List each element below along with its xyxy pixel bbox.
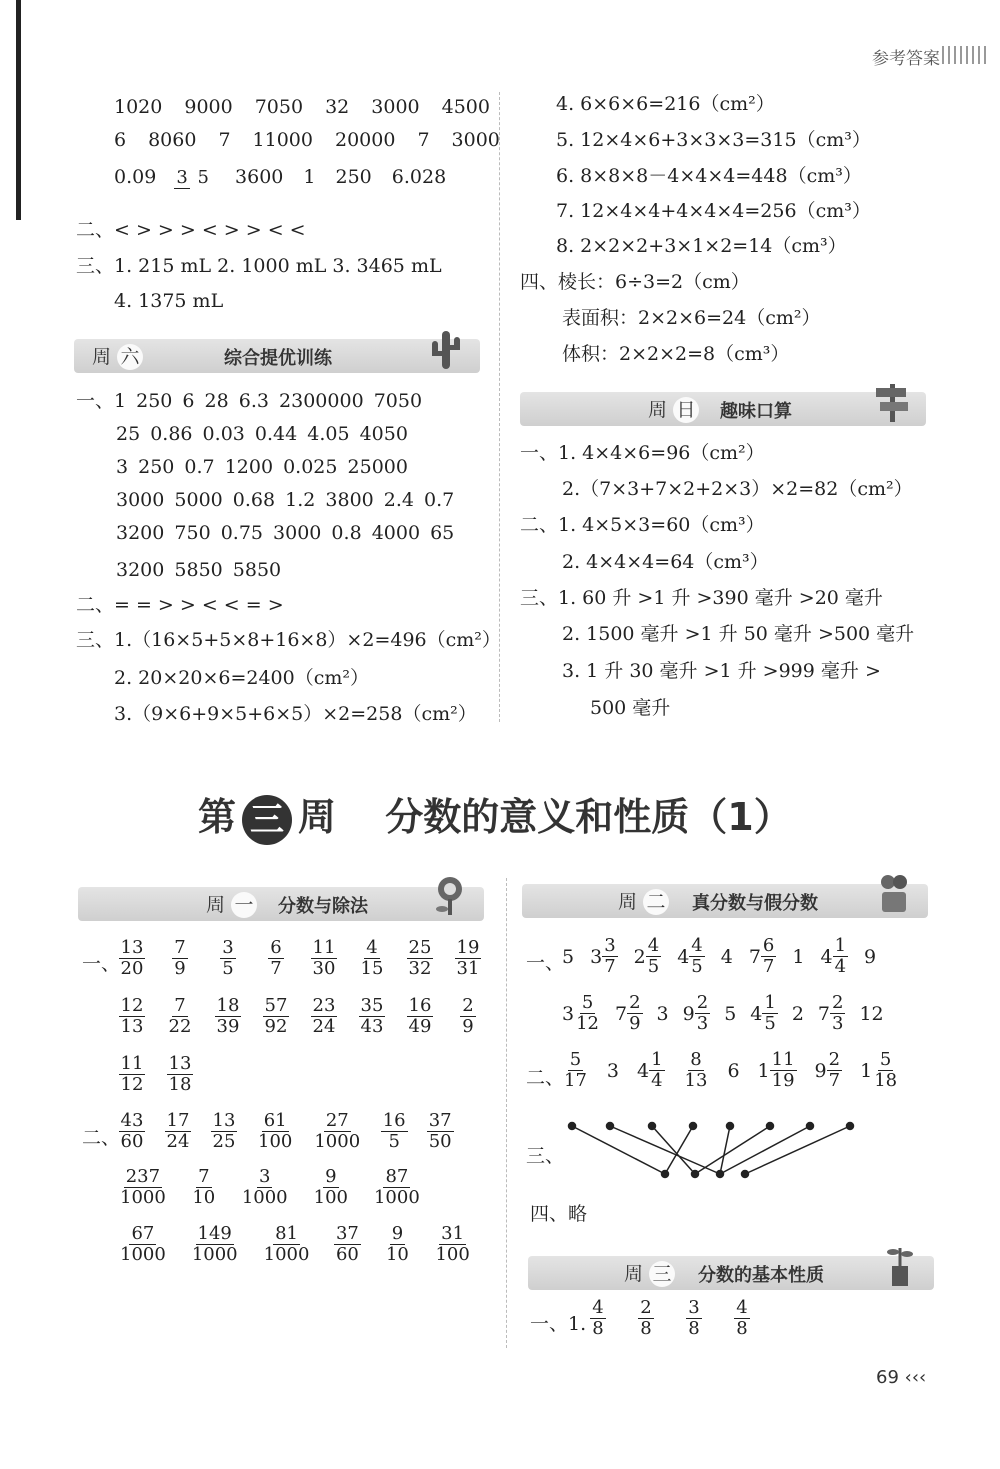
mixed-number: 7 $\frac{2}{9}$: [615, 992, 641, 1034]
fraction: $\frac{31}{100}$: [435, 1223, 470, 1265]
lt-row3-b: [235, 165, 466, 189]
lt-san1: 三、1. 215 mL 2. 1000 mL 3. 3465 mL: [76, 255, 442, 277]
value: 250: [335, 166, 372, 188]
fraction: $\frac{37}{50}$: [428, 1110, 452, 1152]
sun-y1: 一、1. 4×4×6=96（cm²）: [520, 442, 765, 464]
sat-s1: 三、1.（16×5+5×8+16×8）×2=496（cm²）: [76, 629, 501, 651]
fraction: $\frac{3}{1000}$: [241, 1166, 288, 1208]
fraction: $\frac{7}{9}$: [174, 937, 186, 979]
value: 6.028: [391, 166, 447, 188]
mixed-number: 3: [656, 1002, 669, 1025]
mixed-number: 9 $\frac{2}{3}$: [682, 992, 709, 1034]
value: 3600: [235, 166, 284, 188]
fraction: $\frac{16}{49}$: [408, 995, 432, 1037]
fraction: $\frac{5}{17}$: [564, 1049, 587, 1091]
tue-er-row1: [562, 1050, 917, 1091]
banner-wednesday-tag: 周 三: [624, 1259, 675, 1287]
fraction: $\frac{9}{10}$: [385, 1223, 409, 1265]
fraction: $\frac{2}{9}$: [629, 992, 641, 1034]
fraction: $\frac{4}{15}$: [360, 937, 384, 979]
header-title: 参考答案: [872, 49, 940, 69]
sat-er: 二、= = > > < < = >: [76, 594, 284, 616]
mixed-number: 3: [606, 1059, 619, 1082]
page-number: 69 ‹‹‹: [876, 1367, 927, 1388]
mixed-number: 4 $\frac{4}{5}$: [677, 935, 703, 977]
mixed-number: [562, 1050, 589, 1091]
fraction: $\frac{2}{9}$: [462, 995, 474, 1037]
banner-tuesday-tag: 周 二: [618, 887, 669, 915]
fraction: $\frac{13}{18}$: [168, 1053, 192, 1095]
column-divider-top: [499, 92, 500, 722]
mixed-number: [683, 1050, 710, 1091]
fraction: $\frac{4}{5}$: [691, 935, 703, 977]
fraction: $\frac{1}{4}$: [651, 1049, 663, 1091]
sun-s2: 2. 1500 毫升 >1 升 50 毫升 >500 毫升: [562, 623, 915, 645]
value: 7050: [254, 96, 304, 118]
fraction: $\frac{9}{100}$: [313, 1166, 348, 1208]
banner-sunday-tag: 周 日: [648, 395, 699, 423]
sat-s3: 3.（9×6+9×5+6×5）×2=258（cm²）: [114, 703, 477, 725]
sun-e1: 二、1. 4×5×3=60（cm³）: [520, 514, 765, 536]
fraction: $\frac{1}{4}$: [834, 935, 847, 977]
fraction: $\frac{35}{43}$: [360, 995, 384, 1037]
fraction: $\frac{2}{3}$: [696, 992, 709, 1034]
fraction: $\frac{4}{8}$: [592, 1297, 604, 1339]
banner-sunday-title: 趣味口算: [720, 401, 792, 422]
mixed-number: 7 $\frac{2}{3}$: [817, 992, 844, 1034]
mixed-number: 6: [727, 1059, 740, 1082]
sun-s4: 500 毫升: [590, 697, 671, 719]
fraction: $\frac{11}{19}$: [771, 1049, 795, 1091]
fraction: $\frac{12}{13}$: [120, 995, 144, 1037]
tue-si: 四、略: [530, 1203, 588, 1225]
sun-s3: 3. 1 升 30 毫升 >1 升 >999 毫升 >: [562, 660, 881, 682]
value: 6: [114, 129, 127, 151]
mon-er-row2: [118, 1167, 444, 1208]
value: 8060: [148, 129, 197, 151]
value: 4500: [441, 96, 490, 118]
lt-row3: [114, 165, 466, 189]
rt-si1: 四、棱长：6÷3=2（cm）: [520, 271, 750, 293]
mixed-number: 3 $\frac{3}{7}$: [590, 935, 616, 977]
mon-yi-row3: [118, 1054, 214, 1095]
fraction: $\frac{43}{60}$: [120, 1110, 144, 1152]
lt-row2: [114, 128, 522, 152]
fraction: $\frac{5}{18}$: [874, 1049, 898, 1091]
fraction: $\frac{81}{1000}$: [263, 1223, 310, 1265]
fraction: $\frac{1}{5}$: [764, 992, 776, 1034]
mixed-number: 1 $\frac{11}{19}$: [757, 1049, 795, 1091]
fraction: $\frac{25}{32}$: [408, 937, 432, 979]
value: 3000: [371, 96, 420, 118]
fraction: $\frac{8}{13}$: [684, 1049, 708, 1091]
cactus-icon: [426, 327, 466, 371]
banner-saturday: [74, 339, 480, 373]
mixed-number: 4: [720, 945, 733, 968]
rt-l6: 6. 8×8×8－4×4×4=448（cm³）: [556, 165, 862, 187]
fraction: $\frac{16}{5}$: [382, 1110, 406, 1152]
fraction: $\frac{11}{30}$: [312, 937, 336, 979]
header-dots: [942, 46, 987, 64]
column-divider-bottom: [506, 878, 507, 1348]
week-title: 分数的意义和性质（1）: [385, 795, 792, 839]
fraction: $\frac{4}{8}$: [736, 1297, 748, 1339]
value: 1: [303, 166, 316, 188]
fraction: $\frac{3}{5}$: [222, 937, 234, 979]
sat-r5: 3200 750 0.75 3000 0.8 4000 65: [116, 522, 455, 544]
fraction: $\frac{2}{8}$: [640, 1297, 652, 1339]
fraction: $\frac{7}{10}$: [192, 1166, 216, 1208]
tue-yi-row2: [562, 993, 898, 1034]
value: 11000: [252, 129, 313, 151]
mixed-number: 1 $\frac{5}{18}$: [860, 1049, 898, 1091]
fraction: $\frac{18}{39}$: [216, 995, 240, 1037]
lt-row3-a: 0.09: [114, 166, 157, 188]
mon-yi-label: 一、: [82, 953, 121, 975]
fraction: $\frac{23}{24}$: [312, 995, 336, 1037]
sat-r6: 3200 5850 5850: [116, 559, 282, 581]
mixed-number: 5: [724, 1002, 737, 1025]
mon-yi-row1: [118, 938, 502, 979]
sun-s1: 三、1. 60 升 >1 升 >390 毫升 >20 毫升: [520, 587, 883, 609]
sat-s2: 2. 20×20×6=2400（cm²）: [114, 667, 369, 689]
value: 1020: [114, 96, 163, 118]
left-edge-bar: [16, 0, 21, 220]
mixed-number: 9: [864, 945, 877, 968]
banner-wednesday-title: 分数的基本性质: [698, 1265, 824, 1286]
value: 7: [417, 129, 430, 151]
wed-fracs: [584, 1298, 776, 1339]
mixed-number: 2 $\frac{4}{5}$: [633, 935, 660, 977]
value: 3000: [451, 129, 500, 151]
value: 7: [218, 129, 231, 151]
mixed-number: 4 $\frac{1}{4}$: [820, 935, 847, 977]
fraction: $\frac{11}{12}$: [120, 1053, 144, 1095]
mon-er-row1: [118, 1111, 472, 1152]
tue-yi-row1: [562, 936, 892, 977]
fraction: $\frac{61}{100}$: [258, 1110, 293, 1152]
fraction: $\frac{87}{1000}$: [373, 1166, 420, 1208]
fraction: $\frac{5}{12}$: [576, 992, 599, 1034]
sun-y2: 2.（7×3+7×2+2×3）×2=82（cm²）: [562, 478, 913, 500]
banner-tuesday: [522, 884, 928, 918]
banner-sunday: [520, 392, 926, 426]
banner-monday: [78, 887, 484, 921]
fraction: $\frac{27}{1000}$: [314, 1110, 361, 1152]
fraction: $\frac{237}{1000}$: [120, 1166, 166, 1208]
wed-label: 一、1.: [530, 1313, 587, 1335]
fraction: $\frac{7}{22}$: [168, 995, 192, 1037]
sat-r4: 3000 5000 0.68 1.2 3800 2.4 0.7: [116, 489, 455, 511]
lt-row3-frac: 3 5: [176, 166, 209, 188]
banner-monday-tag: 周 一: [206, 890, 257, 918]
value: 32: [325, 96, 350, 118]
flower-icon: [430, 875, 470, 919]
matching-lines-diagram: [560, 1118, 860, 1184]
mixed-number: 2: [791, 1002, 804, 1025]
mixed-number: 12: [859, 1002, 884, 1025]
mixed-number: 9 $\frac{2}{7}$: [814, 1049, 841, 1091]
fraction: $\frac{19}{31}$: [456, 937, 480, 979]
mixed-number: 7 $\frac{6}{7}$: [748, 935, 775, 977]
fraction: $\frac{17}{24}$: [166, 1110, 190, 1152]
banner-saturday-tag: 周 六: [92, 342, 143, 370]
fraction: $\frac{13}{20}$: [120, 937, 144, 979]
mon-er-row3: [118, 1224, 494, 1265]
rt-si3: 体积：2×2×2=8（cm³）: [562, 343, 790, 365]
rt-l4: 4. 6×6×6=216（cm²）: [556, 93, 775, 115]
mixed-number: 5: [562, 945, 575, 968]
mixed-number: 3 $\frac{5}{12}$: [562, 992, 599, 1034]
value: 20000: [335, 129, 396, 151]
rt-l8: 8. 2×2×2+3×1×2=14（cm³）: [556, 235, 847, 257]
rt-l7: 7. 12×4×4+4×4×4=256（cm³）: [556, 200, 871, 222]
fraction: $\frac{37}{60}$: [335, 1223, 359, 1265]
week-heading: 第 三 周 分数的意义和性质（1）: [198, 786, 792, 845]
sat-r2: 25 0.86 0.03 0.44 4.05 4050: [116, 423, 408, 445]
mixed-number: 1: [792, 945, 805, 968]
week-number-circle: 三: [242, 795, 292, 845]
sun-e2: 2. 4×4×4=64（cm³）: [562, 551, 769, 573]
fraction: $\frac{13}{25}$: [212, 1110, 236, 1152]
sat-r3: 3 250 0.7 1200 0.025 25000: [116, 456, 408, 478]
mixed-number: 4 $\frac{1}{4}$: [637, 1049, 663, 1091]
value: 9000: [184, 96, 233, 118]
potted-plant-icon: [874, 872, 914, 916]
fraction: $\frac{149}{1000}$: [191, 1223, 238, 1265]
rt-l5: 5. 12×4×6+3×3×3=315（cm³）: [556, 129, 871, 151]
tue-yi-label: 一、: [526, 952, 565, 974]
lt-san2: 4. 1375 mL: [114, 290, 224, 312]
mixed-number: 4 $\frac{1}{5}$: [750, 992, 776, 1034]
banner-monday-title: 分数与除法: [278, 896, 368, 917]
banner-wednesday: [528, 1256, 934, 1290]
fraction: $\frac{4}{5}$: [647, 935, 660, 977]
sat-r1: 一、1 250 6 28 6.3 2300000 7050: [76, 390, 423, 412]
fraction: $\frac{3}{7}$: [604, 935, 616, 977]
tue-er-label: 二、: [526, 1067, 565, 1089]
fraction: $\frac{57}{92}$: [264, 995, 288, 1037]
chevrons-icon: ‹‹‹: [904, 1367, 927, 1388]
sprout-pot-icon: [880, 1244, 920, 1288]
fraction: $\frac{2}{7}$: [828, 1049, 841, 1091]
fraction: $\frac{67}{1000}$: [120, 1223, 166, 1265]
fraction: $\frac{3}{8}$: [688, 1297, 700, 1339]
signpost-icon: [872, 380, 912, 424]
fraction: $\frac{6}{7}$: [762, 935, 775, 977]
rt-si2: 表面积：2×2×6=24（cm²）: [562, 307, 821, 329]
mon-er-label: 二、: [82, 1127, 121, 1149]
banner-tuesday-title: 真分数与假分数: [692, 893, 818, 914]
banner-saturday-title: 综合提优训练: [224, 348, 332, 369]
fraction: $\frac{2}{3}$: [832, 992, 844, 1034]
tue-san-label: 三、: [526, 1145, 565, 1167]
lt-row1: [114, 95, 512, 119]
mon-yi-row2: [118, 996, 502, 1037]
fraction: $\frac{6}{7}$: [270, 937, 282, 979]
lt-er: 二、< > > > < > > < <: [76, 219, 306, 241]
